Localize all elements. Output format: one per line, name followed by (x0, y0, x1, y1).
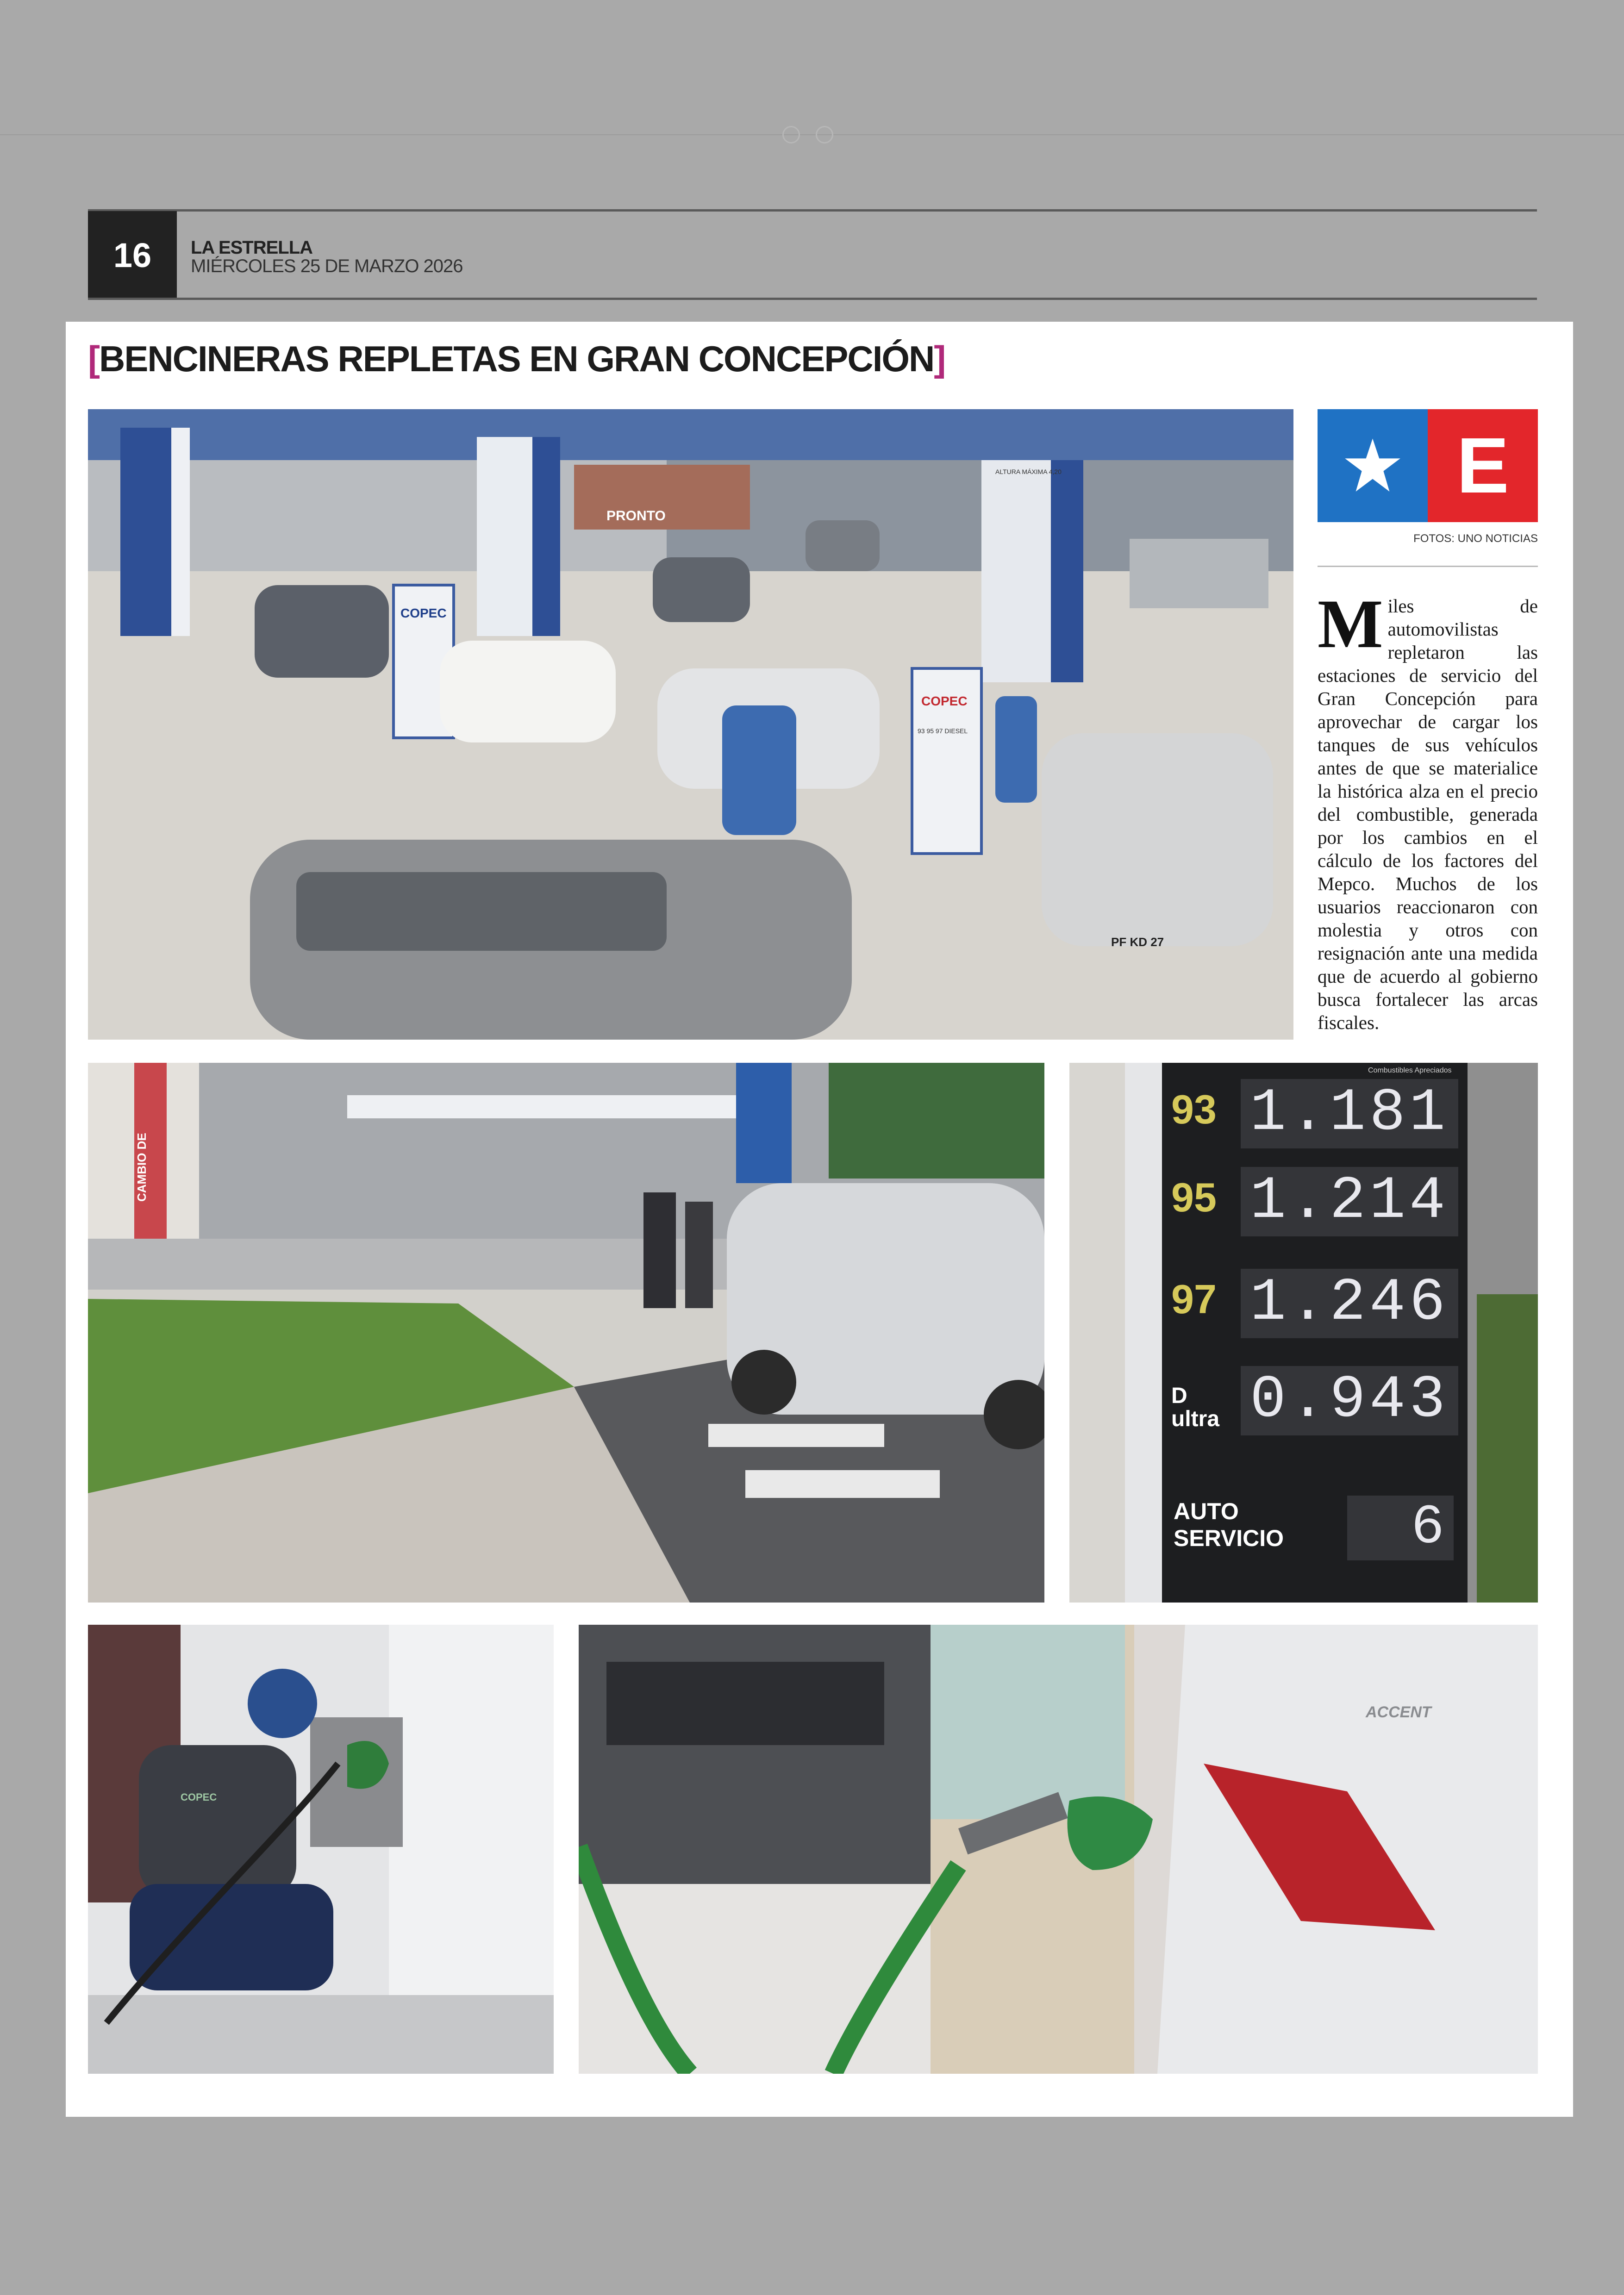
pump-grades: 93 95 97 DIESEL (918, 727, 968, 735)
fuel-grade-label: D ultra (1171, 1384, 1220, 1431)
shop-sign: PRONTO (606, 508, 666, 524)
article-text: iles de automovilistas repletaron las estaciones de servicio del Gran Concepción para aprovechar de cargar los tanques de sus vehículos antes de que se materialice la histórica alza en el precio del combustible, generada por los cambios en el cálculo de los factores del Mepco. Muchos de los usuarios reaccionaron con molestia y otros con resignación ante una medida que de acuerdo al gobierno busca fortalecer las arcas fiscales. (1318, 595, 1538, 1033)
newspaper-logo (1318, 409, 1538, 522)
fuel-price-display: 1.181 (1241, 1079, 1458, 1148)
logo-star-panel (1318, 409, 1428, 522)
car-badge: ACCENT (1366, 1703, 1431, 1721)
page-headline (88, 338, 945, 380)
viewer-toolbar (0, 0, 1624, 135)
fuel-grade-label: 95 (1171, 1174, 1217, 1220)
headline-text: BENCINERAS REPLETAS EN GRAN CONCEPCIÓN (99, 338, 934, 379)
photo-worker-fueling (88, 1625, 554, 2074)
drop-cap: M (1318, 586, 1383, 662)
fuel-price-display: 0.943 (1241, 1366, 1458, 1435)
pump-brand-2: COPEC (921, 694, 968, 708)
street-sign: CAMBIO DE (135, 1133, 149, 1202)
photo-street-queue (88, 1063, 1044, 1603)
plate-number: PF KD 27 (1111, 935, 1164, 949)
photo-credit: FOTOS: UNO NOTICIAS (1413, 532, 1538, 545)
jacket-logo: COPEC (181, 1791, 217, 1803)
credit-divider (1318, 566, 1538, 567)
issue-date: MIÉRCOLES 25 DE MARZO 2026 (191, 256, 463, 276)
headline-bracket-open: [ (88, 338, 99, 379)
fuel-grade-label: 97 (1171, 1276, 1217, 1322)
headline-bracket-close: ] (934, 338, 945, 379)
photo-nozzle-closeup (579, 1625, 1538, 2074)
page-indicator[interactable] (782, 126, 833, 143)
price-row (1162, 1077, 1468, 1155)
price-board-brand: Combustibles Apreciados (1368, 1066, 1452, 1074)
page-dot[interactable] (816, 126, 833, 143)
price-row (1162, 1364, 1468, 1442)
page-number: 16 (88, 211, 177, 299)
newspaper-name: LA ESTRELLA (191, 237, 313, 258)
self-service-counter: 6 (1347, 1496, 1454, 1560)
logo-letter: E (1428, 409, 1538, 522)
price-row (1162, 1165, 1468, 1243)
article-body (1318, 586, 1538, 1034)
fuel-price-display: 1.246 (1241, 1269, 1458, 1338)
photo-gas-station-overview (88, 409, 1293, 1040)
fuel-grade-label: 93 (1171, 1086, 1217, 1132)
self-service-label: AUTO SERVICIO (1174, 1498, 1284, 1551)
star-icon (1343, 436, 1403, 496)
fuel-price-display: 1.214 (1241, 1167, 1458, 1236)
photo-price-board (1069, 1063, 1538, 1603)
canopy-height-panel: ALTURA MÁXIMA 4,20 (995, 468, 1062, 475)
page-dot[interactable] (782, 126, 800, 143)
pump-brand-1: COPEC (400, 606, 447, 620)
price-row (1162, 1266, 1468, 1345)
header-bottom-rule (88, 298, 1537, 300)
top-rule (88, 209, 1537, 212)
